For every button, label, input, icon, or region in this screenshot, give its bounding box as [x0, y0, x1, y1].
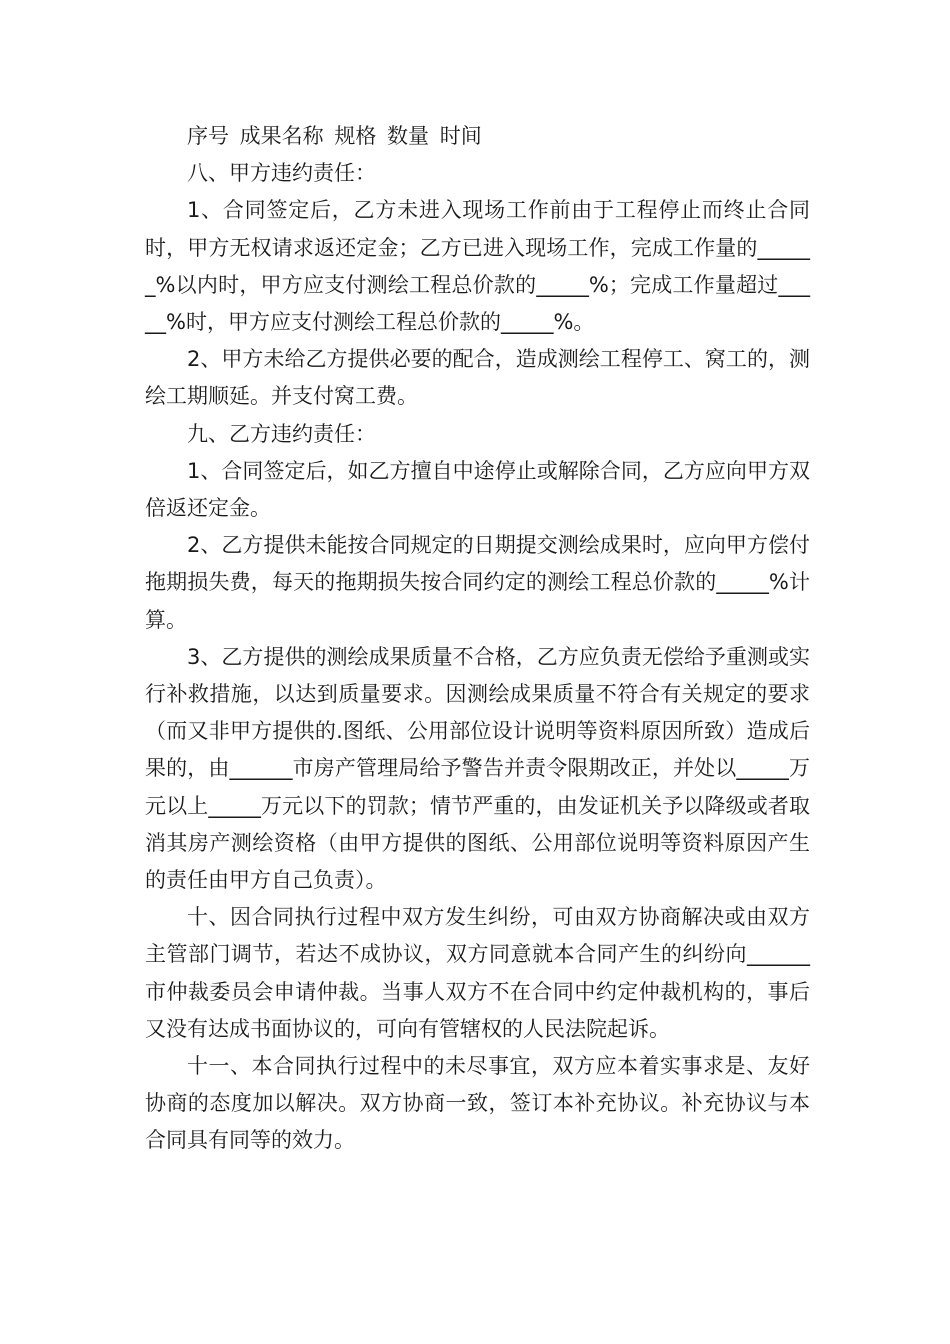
results-table-header: 序号 成果名称 规格 数量 时间	[187, 124, 482, 148]
clause-10-dispute: 十、因合同执行过程中双方发生纠纷，可由双方协商解决或由双方主管部门调节，若达不成协议，双方同意就本合同产生的纠纷向______市仲裁委员会申请仲裁。当事人双方不在合同中约定仲裁机构的，事后又没有达成书面协议的，可向有管辖权的人民法院起诉。	[145, 905, 810, 1041]
clause-8-1: 1、合同签定后，乙方未进入现场工作前由于工程停止而终止合同时，甲方无权请求返还定金；乙方已进入现场工作，完成工作量的______%以内时，甲方应支付测绘工程总价款的_____%；完成工作量超过_____%时，甲方应支付测绘工程总价款的_____%。	[145, 198, 810, 335]
section-heading-party-b-liability: 九、乙方违约责任：	[187, 421, 376, 446]
clause-8-2: 2、甲方未给乙方提供必要的配合，造成测绘工程停工、窝工的，测绘工期顺延。并支付窝工费。	[145, 347, 810, 409]
clause-9-2: 2、乙方提供未能按合同规定的日期提交测绘成果时，应向甲方偿付拖期损失费，每天的拖期损失按合同约定的测绘工程总价款的_____%计算。	[145, 533, 810, 632]
section-heading-party-a-liability: 八、甲方违约责任：	[187, 161, 376, 186]
clause-11-supplementary: 十一、本合同执行过程中的未尽事宜，双方应本着实事求是、友好协商的态度加以解决。双方协商一致，签订本补充协议。补充协议与本合同具有同等的效力。	[145, 1054, 810, 1153]
clause-9-3: 3、乙方提供的测绘成果质量不合格，乙方应负责无偿给予重测或实行补救措施，以达到质量要求。因测绘成果质量不符合有关规定的要求（而又非甲方提供的.图纸、公用部位设计说明等资料原因所致）造成后果的，由______市房产管理局给予警告并责令限期改正，并处以_____万元以上_____万元以下的罚款；情节严重的，由发证机关予以降级或者取消其房产测绘资格（由甲方提供的图纸、公用部位说明等资料原因产生的责任由甲方自己负责）。	[145, 644, 810, 893]
document-body	[145, 118, 810, 1160]
clause-9-1: 1、合同签定后，如乙方擅自中途停止或解除合同，乙方应向甲方双倍返还定金。	[145, 458, 810, 521]
